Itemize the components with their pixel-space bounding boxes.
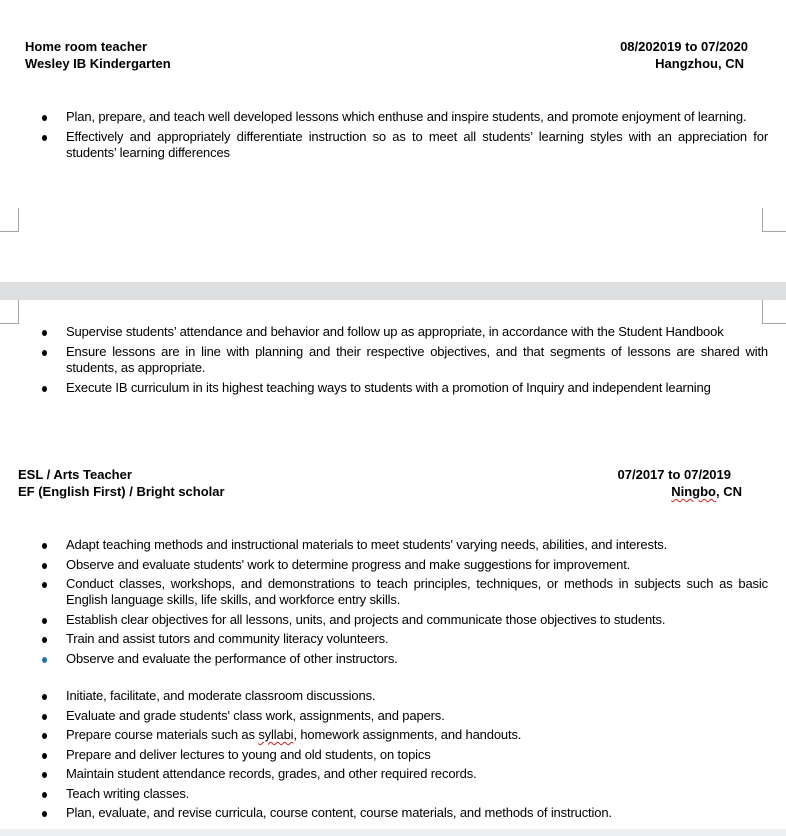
page-bottom-gap xyxy=(0,829,786,836)
page-break-gap xyxy=(0,282,786,300)
list-item: Teach writing classes. xyxy=(38,786,768,802)
list-item: Maintain student attendance records, grades, and other required records. xyxy=(38,766,768,782)
job-location: Ningbo, CN xyxy=(671,484,742,499)
bullet-icon xyxy=(42,637,47,643)
bullet-list-homeroom-p1 xyxy=(38,109,768,165)
job-header-esl xyxy=(18,466,744,500)
bullet-icon xyxy=(42,714,47,720)
bullet-icon xyxy=(42,733,47,739)
job-employer: Wesley IB Kindergarten xyxy=(25,56,171,71)
job-title: Home room teacher xyxy=(25,39,148,54)
bullet-icon xyxy=(42,543,47,549)
bullet-icon xyxy=(42,582,47,588)
bullet-icon xyxy=(42,330,47,336)
bullet-icon xyxy=(42,386,47,392)
bullet-list-esl-2 xyxy=(38,688,768,825)
list-item: Evaluate and grade students' class work, assignments, and papers. xyxy=(38,708,768,724)
job-location: Hangzhou, CN xyxy=(655,56,744,71)
list-item: Establish clear objectives for all lessons, units, and projects and communicate those objectives to students. xyxy=(38,612,768,628)
bullet-list-esl-1 xyxy=(38,537,768,670)
list-item: Plan, prepare, and teach well developed lessons which enthuse and inspire students, and promote enjoyment of learning. xyxy=(38,109,768,125)
spellcheck-flagged-word[interactable]: syllabi xyxy=(258,727,294,742)
job-header-homeroom xyxy=(25,38,748,72)
bullet-icon xyxy=(42,657,47,663)
bullet-icon xyxy=(42,618,47,624)
bullet-icon xyxy=(42,135,47,141)
bullet-icon xyxy=(42,772,47,778)
list-item: Prepare course materials such as syllabi, homework assignments, and handouts. xyxy=(38,727,768,743)
bullet-icon xyxy=(42,563,47,569)
list-item: Observe and evaluate the performance of other instructors. xyxy=(38,651,768,667)
list-item: Plan, evaluate, and revise curricula, course content, course materials, and methods of instruction. xyxy=(38,805,768,821)
margin-corner-mark xyxy=(762,208,786,232)
list-item: Supervise students’ attendance and behavior and follow up as appropriate, in accordance with the Student Handbook xyxy=(38,324,768,340)
bullet-icon xyxy=(42,350,47,356)
bullet-list-homeroom-p2 xyxy=(38,324,768,400)
job-employer: EF (English First) / Bright scholar xyxy=(18,484,225,499)
bullet-icon xyxy=(42,694,47,700)
list-item: Conduct classes, workshops, and demonstrations to teach principles, techniques, or methods in subjects such as basic English language skills, life skills, and workforce entry skills. xyxy=(38,576,768,608)
list-item: Execute IB curriculum in its highest teaching ways to students with a promotion of Inquiry and independent learning xyxy=(38,380,768,396)
margin-corner-mark xyxy=(0,208,19,232)
bullet-icon xyxy=(42,753,47,759)
list-item: Train and assist tutors and community literacy volunteers. xyxy=(38,631,768,647)
list-item: Adapt teaching methods and instructional materials to meet students' varying needs, abilities, and interests. xyxy=(38,537,768,553)
list-item: Ensure lessons are in line with planning and their respective objectives, and that segments of lessons are shared with students, as appropriate. xyxy=(38,344,768,376)
document-page-1 xyxy=(0,0,786,282)
job-dates: 07/2017 to 07/2019 xyxy=(617,467,731,482)
bullet-icon xyxy=(42,811,47,817)
list-item: Observe and evaluate students' work to determine progress and make suggestions for improvement. xyxy=(38,557,768,573)
list-item: Initiate, facilitate, and moderate classroom discussions. xyxy=(38,688,768,704)
list-item: Prepare and deliver lectures to young and old students, on topics xyxy=(38,747,768,763)
job-title: ESL / Arts Teacher xyxy=(18,467,132,482)
margin-corner-mark xyxy=(0,300,19,324)
document-page-2 xyxy=(0,300,786,829)
margin-corner-mark xyxy=(762,300,786,324)
bullet-icon xyxy=(42,792,47,798)
list-item: Effectively and appropriately differentiate instruction so as to meet all students’ learning styles with an appreciation for students’ learning differences xyxy=(38,129,768,161)
job-dates: 08/202019 to 07/2020 xyxy=(620,39,748,54)
bullet-icon xyxy=(42,115,47,121)
spellcheck-flagged-word[interactable]: Ningbo xyxy=(671,484,716,499)
